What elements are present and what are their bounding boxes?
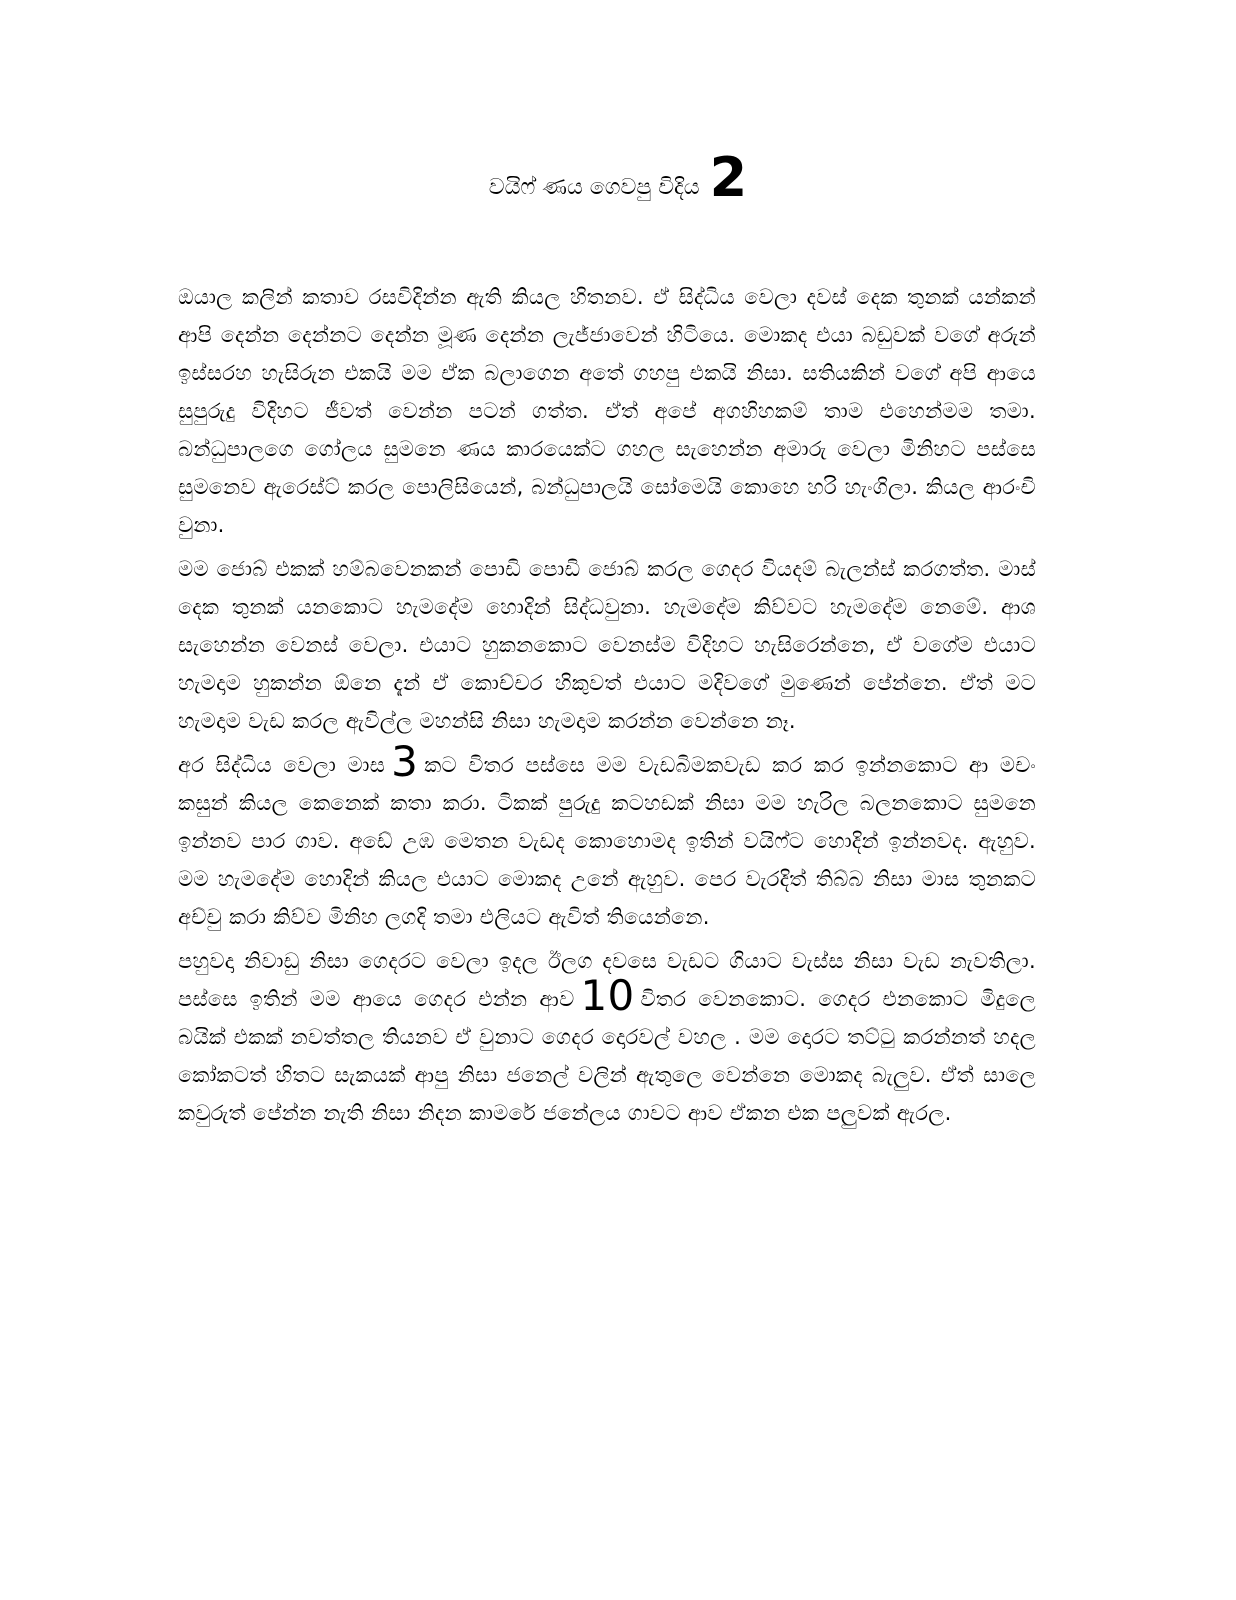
paragraph-4-end: විතර වෙනකොට. ගෙදර එනකොට මිදුලෙ බයික් එකක් නවත්තල තියනව ඒ වුනාට ගෙදර දොරවල් වහල . මම දොරට තට්ටු කරන්නත් හදල කෝකටත් හිතට සැකයක් ආපු නිසා ජනෙල් වලින් ඇතුලෙ වෙන්නෙ මොකද බැලුව. ඒත් සාලෙ කවුරුත් පේන්න නැති නිසා නිදන කාමරේ ජනේලය ගාවට ආව ඒකන එක පලුවක් ඇරල. <box>178 987 1036 1125</box>
title-number: 2 <box>709 146 748 209</box>
paragraph-3-end: කට විතර පස්සෙ මම වැඩබිමකවැඩ කර කර ඉන්නකොට ආ මචං කසුන් කියල කෙනෙක් කතා කරා. ටිකක් පුරුදු කටහඩක් නිසා මම හැරිල බලනකොට සුමනෙ ඉන්නව පාර ගාව. අඩේ උඹ මෙතන වැඩද කොහොමද ඉතින් වයිෆ්ට හොදින් ඉන්නවද. ඇහුව. මම හැමදේම හොදින් කියල එයාට මොකද උනේ ඇහුව. පෙර වැරදිත් තිබ්බ නිසා මාස තුනකට අච්චු කරා කිව්ව මිනිහ ලගදි තමා එලියට ඇවිත් තියෙන්නෙ. <box>178 753 1036 929</box>
paragraph-4-start: පහුවදා නිවාඩු නිසා ගෙදරට වෙලා ඉදල ඊලග දවසෙ වැඩට ගියාට වැස්ස නිසා වැඩ නැවතිලා. පස්සෙ ඉතින් මම ආයෙ ගෙදර එන්න ආව <box>178 949 1036 1011</box>
paragraph-4 <box>178 942 1036 1132</box>
title-text: වයිෆ් ණය ගෙවපු විදිය <box>488 175 700 200</box>
page-title <box>0 148 1236 218</box>
paragraph-3-start: අර සිද්ධිය වෙලා මාස <box>178 753 386 777</box>
paragraph-3 <box>178 737 1036 936</box>
paragraph-2: මම ජොබ් එකක් හම්බවෙනකන් පොඩි පොඩි ජොබ් කරල ගෙදර වියදම් බැලන්ස් කරගත්ත. මාස් දෙක තුනක් යනකොට හැමදේම හොදින් සිද්ධවුනා. හැමදේම කිව්වට හැමදේම නෙමේ. ආශ සැහෙන්න වෙනස් වෙලා. එයාට හුකනකොට වෙනස්ම විදිහට හැසිරෙන්නෙ, ඒ වගේම එයාට හැමදාම හුකන්න ඕනෙ දැන් ඒ කොච්චර හිකුවත් එයාට මදිවගේ මුණෙන් පේන්නෙ. ඒත් මට හැමදාම වැඩ කරල ඇවිල්ල මහන්සි නිසා හැමදාම කරන්න වෙන්නෙ නෑ. <box>178 557 1036 733</box>
paragraph-4-number: 10 <box>580 971 635 1020</box>
story-body <box>178 278 1036 1132</box>
paragraph-1: ඔයාල කලින් කතාව රසවිදින්න ඇති කියල හිතනව. ඒ සිද්ධිය වෙලා දවස් දෙක තුනක් යන්කන් ආපි දෙන්න දෙන්නට දෙන්න මූණ දෙන්න ලැජ්ජාවෙන් හිටියෙ. මොකද එයා බඩුවක් වගේ අරුන් ඉස්සරහ හැසිරුන එකයි මම ඒක බලාගෙන අතේ ගහපු එකයි නිසා. සතියකින් වගේ අපි ආයෙ සුපුරුදු විදිහට ජීවත් වෙන්න පටන් ගත්ත. ඒත් අපේ අගහිහකම් තාම එහෙන්මම තමා. බන්ධුපාලගෙ ගෝලය සුමනෙ ණය කාරයෙක්ට ගහල සැහෙන්න අමාරු වෙලා මිනිහට පස්සෙ සුමනෙව ඇරෙස්ට් කරල පොලිසියෙන්, බන්ධුපාලයි සෝමෙයි කොහෙ හරි හැංගිලා. කියල ආරංචි වුනා. <box>178 285 1036 537</box>
paragraph-3-number: 3 <box>391 737 419 786</box>
